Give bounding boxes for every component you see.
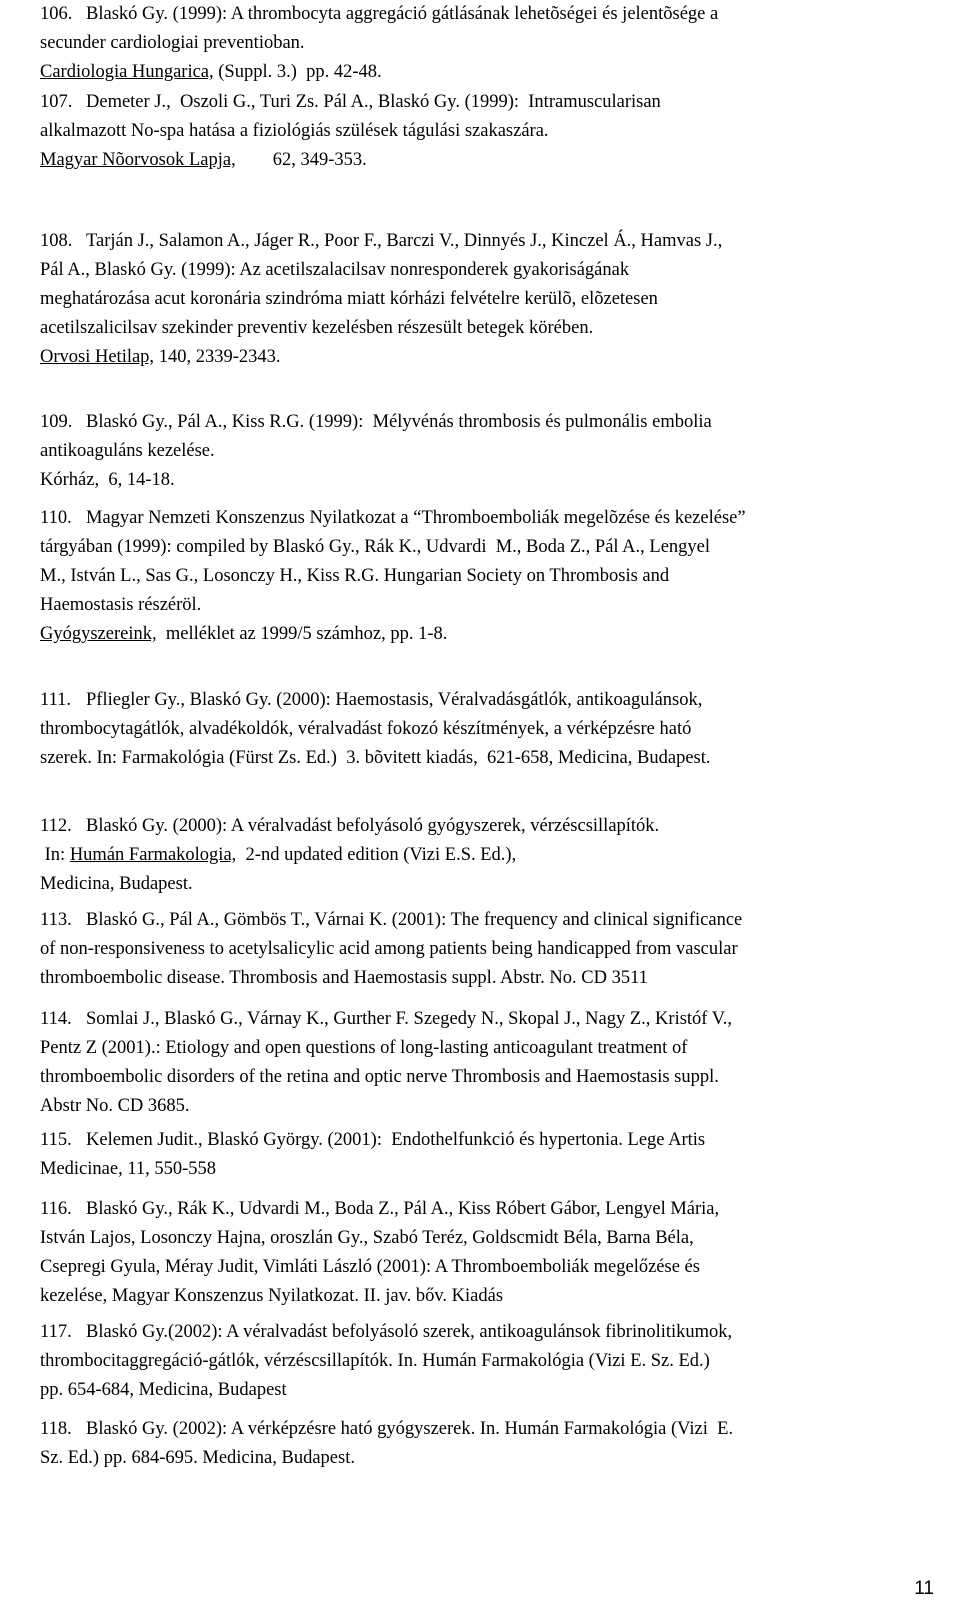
- reference-text: In:: [40, 845, 70, 865]
- reference-text: meghatározása acut koronária szindróma miatt kórházi felvételre kerülõ, elõzetesen: [40, 289, 658, 309]
- reference-line: [40, 466, 925, 495]
- page-number: 11: [914, 1578, 934, 1599]
- reference-text: pp. 654-684, Medicina, Budapest: [40, 1380, 287, 1400]
- reference-108: [40, 227, 925, 372]
- reference-line: [40, 0, 925, 29]
- reference-text: tárgyában (1999): compiled by Blaskó Gy., Rák K., Udvardi M., Boda Z., Pál A., Lengyel: [40, 537, 711, 557]
- reference-line: [40, 408, 925, 437]
- reference-number: 115.: [40, 1130, 72, 1150]
- reference-number: 111.: [40, 690, 72, 710]
- reference-text: antikoaguláns kezelése.: [40, 441, 215, 461]
- reference-116: [40, 1195, 925, 1311]
- reference-line: [40, 964, 925, 993]
- reference-109: [40, 408, 925, 495]
- reference-text: Kelemen Judit., Blaskó György. (2001): Endothelfunkció és hypertonia. Lege Artis: [86, 1130, 706, 1150]
- reference-number: 109.: [40, 412, 73, 432]
- reference-line: [40, 285, 925, 314]
- reference-line: [40, 314, 925, 343]
- reference-line: [40, 841, 925, 870]
- reference-text: Somlai J., Blaskó G., Várnay K., Gurther F. Szegedy N., Skopal J., Nagy Z., Kristóf V.,: [86, 1009, 732, 1029]
- reference-number: 116.: [40, 1199, 72, 1219]
- reference-text: Demeter J., Oszoli G., Turi Zs. Pál A., Blaskó Gy. (1999): Intramuscularisan: [86, 92, 661, 112]
- reference-line: [40, 1347, 925, 1376]
- journal-title: Gyógyszereink,: [40, 624, 157, 644]
- reference-text: M., István L., Sas G., Losonczy H., Kiss R.G. Hungarian Society on Thrombosis and: [40, 566, 670, 586]
- reference-line: [40, 58, 925, 87]
- reference-line: [40, 591, 925, 620]
- reference-113: [40, 906, 925, 993]
- reference-text: Magyar Nemzeti Konszenzus Nyilatkozat a “Thromboemboliák megelõzése és kezelése”: [86, 508, 746, 528]
- reference-line: [40, 935, 925, 964]
- reference-text: Abstr No. CD 3685.: [40, 1096, 190, 1116]
- reference-text: acetilszalicilsav szekinder preventiv kezelésben részesült betegek körében.: [40, 318, 594, 338]
- reference-117: [40, 1318, 925, 1405]
- reference-line: [40, 1444, 925, 1473]
- reference-line: [40, 227, 925, 256]
- reference-number: 106.: [40, 4, 73, 24]
- reference-text: Blaskó Gy., Rák K., Udvardi M., Boda Z., Pál A., Kiss Róbert Gábor, Lengyel Mária,: [86, 1199, 720, 1219]
- reference-text: of non-responsiveness to acetylsalicylic acid among patients being handicapped from vascular: [40, 939, 738, 959]
- reference-text: (Suppl. 3.) pp. 42-48.: [213, 62, 382, 82]
- reference-line: [40, 1318, 925, 1347]
- reference-text: melléklet az 1999/5 számhoz, pp. 1-8.: [156, 624, 448, 644]
- reference-number: 112.: [40, 816, 72, 836]
- journal-title: Cardiologia Hungarica,: [40, 62, 214, 82]
- reference-text: Kórház, 6, 14-18.: [40, 470, 175, 490]
- reference-number: 107.: [40, 92, 73, 112]
- reference-line: [40, 620, 925, 649]
- reference-line: [40, 1092, 925, 1121]
- reference-number: 114.: [40, 1009, 72, 1029]
- reference-number: 108.: [40, 231, 73, 251]
- reference-line: [40, 437, 925, 466]
- reference-line: [40, 146, 925, 175]
- reference-line: [40, 1063, 925, 1092]
- reference-line: [40, 533, 925, 562]
- reference-line: [40, 562, 925, 591]
- reference-text: 62, 349-353.: [235, 150, 367, 170]
- reference-line: [40, 870, 925, 899]
- reference-text: Blaskó Gy. (2002): A vérképzésre ható gyógyszerek. In. Humán Farmakológia (Vizi E.: [86, 1419, 734, 1439]
- journal-title: Humán Farmakologia,: [69, 845, 237, 865]
- reference-line: [40, 1005, 925, 1034]
- journal-title: Magyar Nõorvosok Lapja,: [40, 150, 236, 170]
- reference-line: [40, 1224, 925, 1253]
- reference-text: szerek. In: Farmakológia (Fürst Zs. Ed.) 3. bõvitett kiadás, 621-658, Medicina, Budapest.: [40, 748, 711, 768]
- reference-line: [40, 1253, 925, 1282]
- reference-text: thrombocitaggregáció-gátlók, vérzéscsillapítók. In. Humán Farmakológia (Vizi E. Sz. Ed.): [40, 1351, 710, 1371]
- reference-line: [40, 906, 925, 935]
- reference-text: kezelése, Magyar Konszenzus Nyilatkozat. II. jav. bőv. Kiadás: [40, 1286, 504, 1306]
- reference-number: 110.: [40, 508, 72, 528]
- reference-text: Blaskó Gy. (2000): A véralvadást befolyásoló gyógyszerek, vérzéscsillapítók.: [86, 816, 660, 836]
- reference-line: [40, 1126, 925, 1155]
- reference-number: 118.: [40, 1419, 72, 1439]
- reference-line: [40, 744, 925, 773]
- reference-text: Pentz Z (2001).: Etiology and open questions of long-lasting anticoagulant treatment of: [40, 1038, 688, 1058]
- reference-text: thrombocytagátlók, alvadékoldók, véralvadást fokozó készítmények, a vérképzésre ható: [40, 719, 692, 739]
- reference-line: [40, 686, 925, 715]
- reference-text: thromboembolic disease. Thrombosis and Haemostasis suppl. Abstr. No. CD 3511: [40, 968, 648, 988]
- reference-line: [40, 1282, 925, 1311]
- reference-text: Haemostasis részéröl.: [40, 595, 202, 615]
- reference-number: 113.: [40, 910, 72, 930]
- reference-line: [40, 256, 925, 285]
- reference-text: Blaskó G., Pál A., Gömbös T., Várnai K. (2001): The frequency and clinical significance: [86, 910, 743, 930]
- reference-line: [40, 343, 925, 372]
- reference-112: [40, 812, 925, 899]
- reference-text: Csepregi Gyula, Méray Judit, Vimláti László (2001): A Thromboemboliák megelőzése és: [40, 1257, 700, 1277]
- reference-text: Blaskó Gy.(2002): A véralvadást befolyásoló szerek, antikoagulánsok fibrinolitikumok,: [86, 1322, 733, 1342]
- journal-title: Orvosi Hetilap,: [40, 347, 155, 367]
- reference-110: [40, 504, 925, 649]
- reference-line: [40, 1195, 925, 1224]
- reference-line: [40, 29, 925, 58]
- reference-text: István Lajos, Losonczy Hajna, oroszlán Gy., Szabó Teréz, Goldscmidt Béla, Barna Béla,: [40, 1228, 694, 1248]
- reference-number: 117.: [40, 1322, 72, 1342]
- reference-text: Pál A., Blaskó Gy. (1999): Az acetilszalacilsav nonresponderek gyakoriságának: [40, 260, 630, 280]
- reference-text: Sz. Ed.) pp. 684-695. Medicina, Budapest.: [40, 1448, 355, 1468]
- reference-107: [40, 88, 925, 175]
- reference-line: [40, 504, 925, 533]
- reference-text: Pfliegler Gy., Blaskó Gy. (2000): Haemostasis, Véralvadásgátlók, antikoagulánsok,: [86, 690, 703, 710]
- reference-text: Medicinae, 11, 550-558: [40, 1159, 217, 1179]
- reference-line: [40, 88, 925, 117]
- reference-line: [40, 117, 925, 146]
- reference-text: thromboembolic disorders of the retina and optic nerve Thrombosis and Haemostasis suppl.: [40, 1067, 719, 1087]
- reference-118: [40, 1415, 925, 1473]
- reference-115: [40, 1126, 925, 1184]
- reference-line: [40, 812, 925, 841]
- reference-line: [40, 1415, 925, 1444]
- reference-114: [40, 1005, 925, 1121]
- reference-text: Medicina, Budapest.: [40, 874, 193, 894]
- reference-111: [40, 686, 925, 773]
- reference-line: [40, 1376, 925, 1405]
- reference-text: Blaskó Gy., Pál A., Kiss R.G. (1999): Mélyvénás thrombosis és pulmonális embolia: [86, 412, 712, 432]
- reference-line: [40, 1155, 925, 1184]
- reference-106: [40, 0, 925, 87]
- reference-text: secunder cardiologiai preventioban.: [40, 33, 305, 53]
- reference-line: [40, 1034, 925, 1063]
- reference-text: alkalmazott No-spa hatása a fiziológiás szülések tágulási szakaszára.: [40, 121, 549, 141]
- reference-line: [40, 715, 925, 744]
- reference-text: Tarján J., Salamon A., Jáger R., Poor F., Barczi V., Dinnyés J., Kinczel Á., Hamvas J.,: [86, 231, 723, 251]
- reference-text: 2-nd updated edition (Vizi E.S. Ed.),: [236, 845, 517, 865]
- reference-text: 140, 2339-2343.: [154, 347, 281, 367]
- reference-text: Blaskó Gy. (1999): A thrombocyta aggregáció gátlásának lehetõségei és jelentõsége a: [86, 4, 719, 24]
